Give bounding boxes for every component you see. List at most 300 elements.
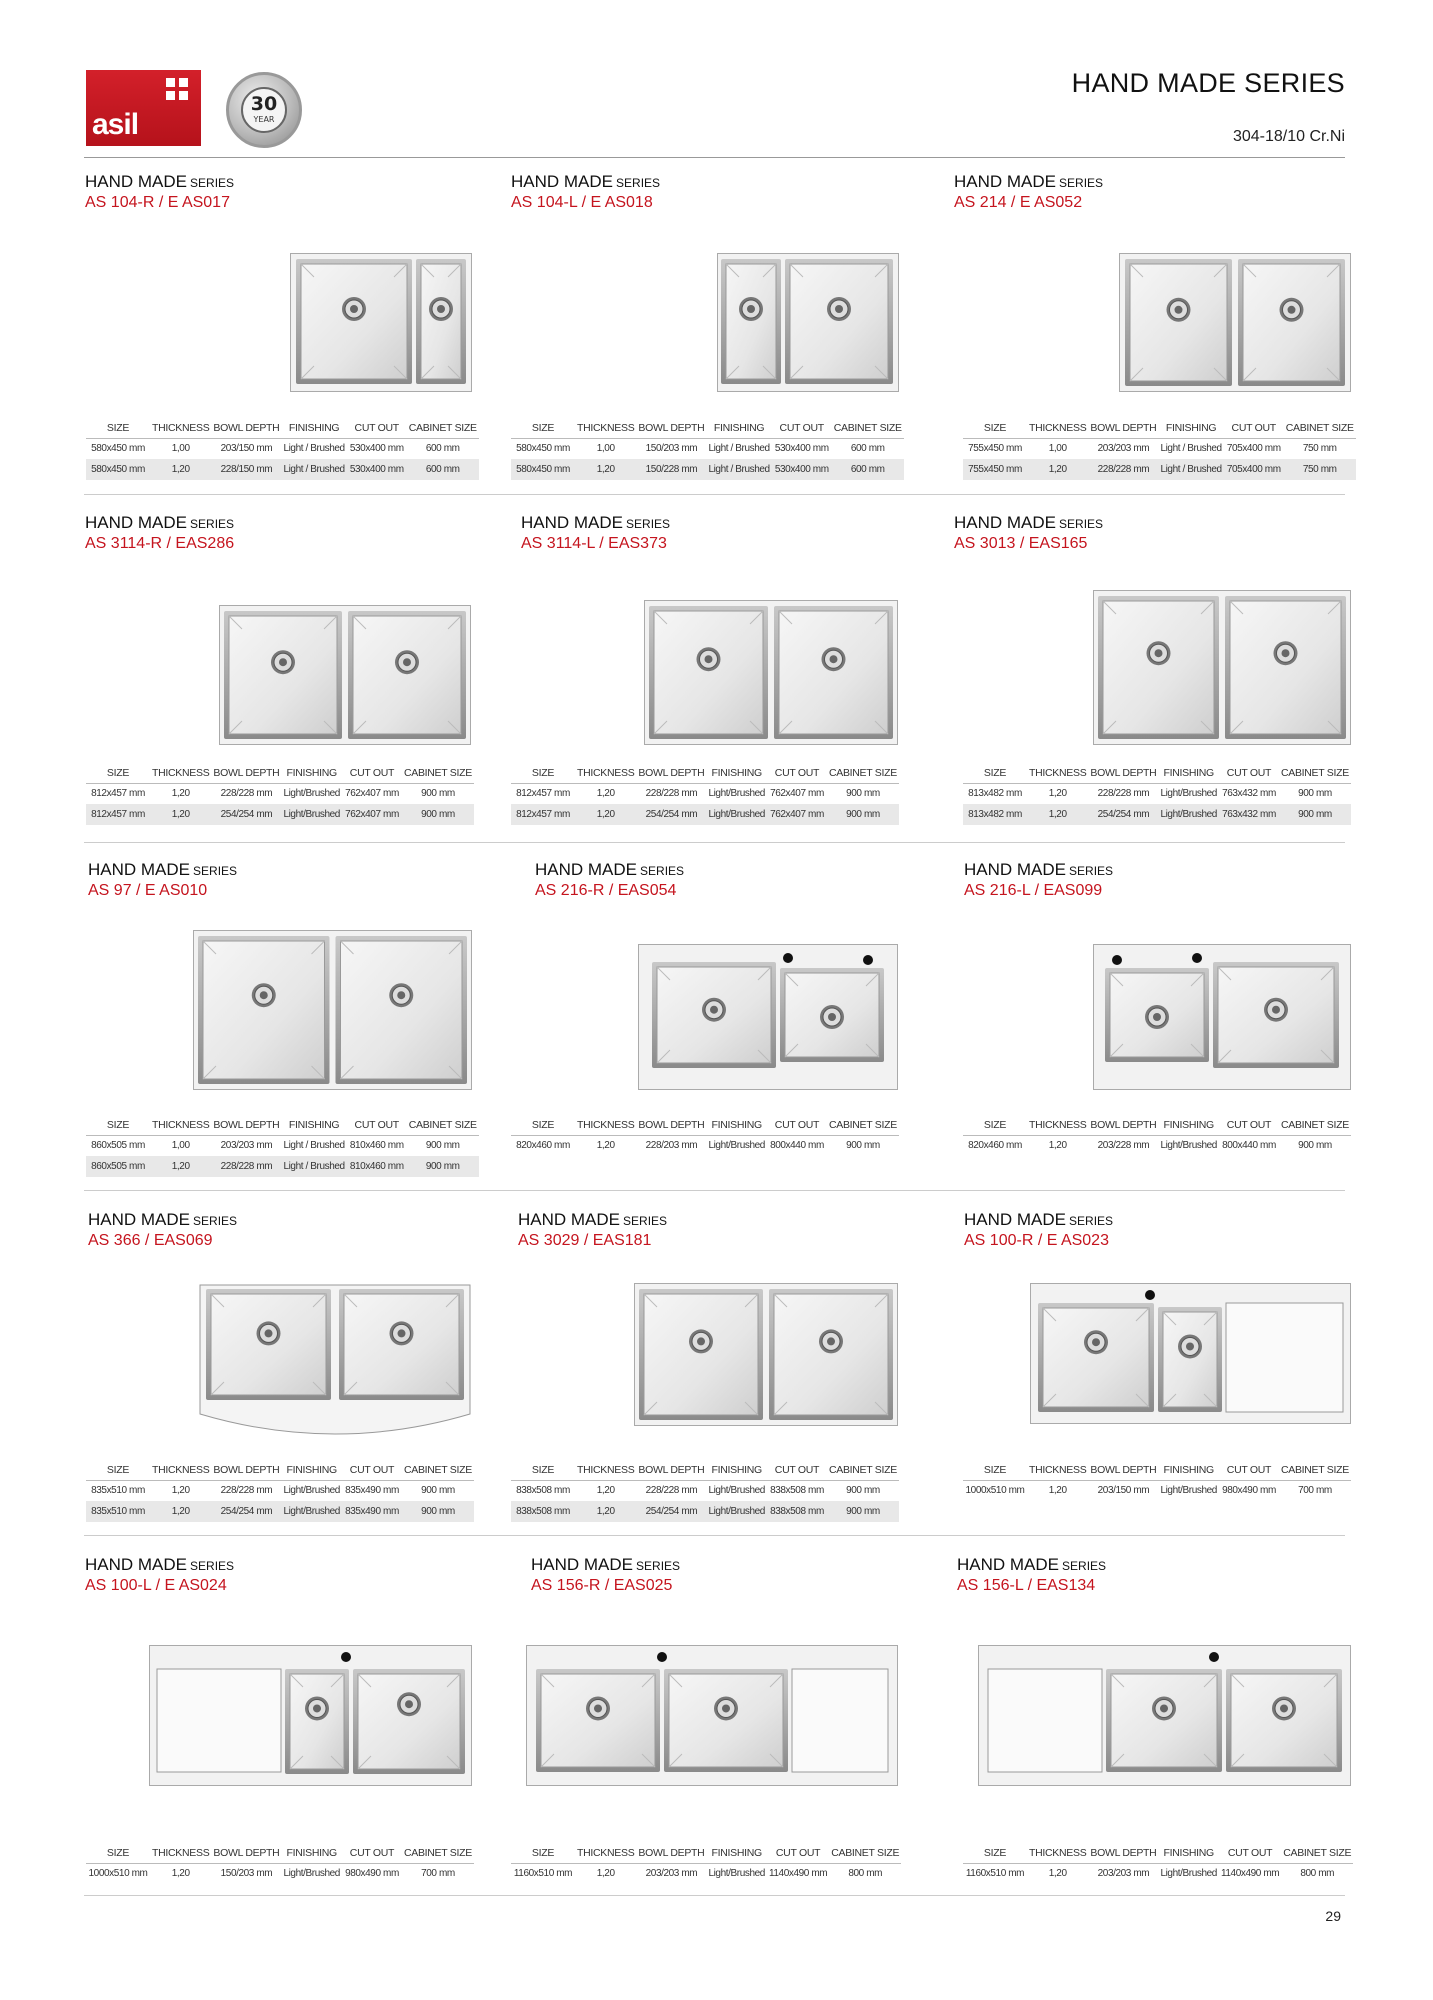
spec-cell: 900 mm (1298, 788, 1332, 800)
spec-cell: 254/254 mm (636, 1501, 706, 1522)
column-header: CABINET SIZE (829, 1843, 901, 1863)
series-name: HAND MADE (535, 860, 638, 879)
column-header: THICKNESS (1027, 418, 1088, 438)
column-header: BOWL DEPTH (1088, 418, 1158, 438)
column-header: SIZE (86, 1843, 150, 1863)
spec-cell: 254/254 mm (1088, 804, 1158, 825)
sink-image (1119, 253, 1351, 392)
spec-cell: 530x400 mm (772, 459, 832, 480)
spec-cell: Light/Brushed (708, 1140, 765, 1152)
spec-cell: 750 mm (1284, 459, 1356, 480)
product-header (518, 1210, 667, 1250)
spec-cell: 860x505 mm (86, 1156, 150, 1177)
spec-cell: Light / Brushed (706, 459, 771, 480)
series-label (85, 172, 234, 192)
series-name: HAND MADE (957, 1555, 1060, 1574)
spec-cell: 900 mm (827, 1501, 899, 1522)
spec-cell: 900 mm (1298, 1140, 1332, 1152)
tap-hole-icon (1192, 953, 1202, 963)
spec-cell: 530x400 mm (774, 443, 829, 455)
row-divider (84, 1895, 1345, 1896)
spec-cell: 580x450 mm (516, 443, 570, 455)
sink-bowl (785, 259, 893, 384)
drainboard (1226, 1303, 1343, 1412)
column-header: SIZE (511, 418, 575, 438)
spec-cell: 810x460 mm (349, 1140, 404, 1152)
column-header: SIZE (511, 1460, 575, 1480)
spec-table (963, 418, 1356, 480)
spec-cell: 755x450 mm (963, 459, 1027, 480)
product-header (957, 1555, 1106, 1595)
column-header: BOWL DEPTH (636, 418, 706, 438)
sink-drawing (644, 600, 898, 745)
series-label (964, 1210, 1113, 1230)
spec-cell: 1,20 (575, 804, 636, 825)
sink-bowl (416, 259, 466, 384)
product-code: AS 3114-R / EAS286 (85, 535, 235, 552)
drain-icon (271, 650, 295, 674)
drain-icon (390, 1321, 414, 1345)
column-header: CUT OUT (1219, 1843, 1281, 1863)
spec-cell: 1,20 (596, 1868, 615, 1880)
spec-table (86, 1115, 479, 1177)
spec-cell: 810x460 mm (347, 1156, 407, 1177)
column-header: THICKNESS (1027, 1460, 1088, 1480)
warranty-badge (226, 72, 302, 148)
sink-drawing (1030, 1283, 1351, 1424)
spec-row (963, 1863, 1353, 1884)
spec-header-row (963, 1843, 1353, 1863)
column-header: SIZE (511, 1843, 575, 1863)
spec-cell: 750 mm (1302, 443, 1337, 455)
spec-cell: 254/254 mm (636, 804, 706, 825)
spec-cell: 600 mm (832, 459, 904, 480)
spec-cell: 203/203 mm (645, 1868, 698, 1880)
sink-bowl (348, 611, 466, 739)
spec-cell: Light/Brushed (1160, 1485, 1217, 1497)
spec-cell: 203/203 mm (1097, 1868, 1150, 1880)
tap-hole-icon (1112, 955, 1122, 965)
spec-cell: 228/228 mm (645, 788, 698, 800)
spec-row (511, 1480, 899, 1501)
spec-cell: 800 mm (1300, 1868, 1335, 1880)
spec-cell: 203/228 mm (1097, 1140, 1150, 1152)
spec-cell: Light/Brushed (281, 804, 342, 825)
spec-cell: Light/Brushed (1160, 1868, 1217, 1880)
column-header: FINISHING (1158, 763, 1219, 783)
row-divider (84, 1190, 1345, 1191)
spec-cell: 812x457 mm (86, 804, 150, 825)
drain-icon (1084, 1330, 1108, 1354)
column-header: FINISHING (1158, 1843, 1219, 1863)
spec-cell: 900 mm (425, 1140, 460, 1152)
spec-cell: 580x450 mm (91, 443, 145, 455)
series-suffix: SERIES (626, 517, 671, 531)
spec-cell: 900 mm (402, 804, 474, 825)
spec-row (963, 804, 1351, 825)
spec-cell: Light / Brushed (1158, 459, 1223, 480)
drain-icon (1152, 1696, 1176, 1720)
spec-cell: 900 mm (827, 804, 899, 825)
spec-cell: 1,20 (150, 1501, 211, 1522)
drain-icon (1167, 298, 1191, 322)
product-header (531, 1555, 680, 1595)
spec-cell: 1140x490 mm (768, 1868, 828, 1880)
page-number: 29 (1325, 1908, 1341, 1924)
column-header: BOWL DEPTH (636, 1115, 706, 1135)
spec-row (963, 438, 1356, 459)
spec-cell: Light/Brushed (1160, 1140, 1217, 1152)
spec-row (511, 783, 899, 804)
spec-cell: 228/228 mm (645, 1485, 698, 1497)
spec-header-row (86, 1843, 474, 1863)
series-name: HAND MADE (85, 1555, 188, 1574)
column-header: SIZE (511, 1115, 575, 1135)
spec-header-row (86, 763, 474, 783)
series-suffix: SERIES (616, 176, 661, 190)
column-header: CABINET SIZE (407, 1115, 479, 1135)
spec-cell: 1,20 (171, 1485, 190, 1497)
drain-icon (1147, 641, 1171, 665)
spec-cell: 203/203 mm (220, 1140, 273, 1152)
series-label (535, 860, 684, 880)
spec-header-row (963, 763, 1351, 783)
series-suffix: SERIES (193, 1214, 238, 1228)
spec-cell: 800x440 mm (770, 1140, 824, 1152)
column-header: BOWL DEPTH (211, 1843, 281, 1863)
spec-cell: 800x440 mm (1222, 1140, 1276, 1152)
spec-row (86, 1501, 474, 1522)
drain-icon (395, 650, 419, 674)
series-label (521, 513, 670, 533)
column-header: CUT OUT (342, 763, 402, 783)
column-header: THICKNESS (575, 1843, 636, 1863)
sink-drawing (634, 1283, 898, 1426)
spec-cell: 1,20 (150, 459, 211, 480)
spec-cell: 1,20 (1048, 1485, 1067, 1497)
spec-cell: 228/228 mm (1088, 459, 1158, 480)
spec-header-row (511, 1460, 899, 1480)
spec-cell: 600 mm (407, 459, 479, 480)
column-header: BOWL DEPTH (1088, 1460, 1158, 1480)
spec-row (511, 1501, 899, 1522)
spec-cell: 1,00 (171, 1140, 190, 1152)
spec-cell: 838x508 mm (770, 1485, 824, 1497)
spec-cell: 530x400 mm (347, 459, 407, 480)
product-header (88, 1210, 237, 1250)
column-header: CABINET SIZE (1279, 763, 1351, 783)
column-header: BOWL DEPTH (636, 763, 706, 783)
spec-cell: 228/150 mm (211, 459, 281, 480)
spec-cell: 203/150 mm (1097, 1485, 1150, 1497)
column-header: FINISHING (706, 418, 771, 438)
spec-cell: Light / Brushed (281, 459, 346, 480)
sink-bowl (649, 606, 768, 739)
spec-cell: 838x508 mm (767, 1501, 827, 1522)
column-header: CABINET SIZE (1279, 1460, 1351, 1480)
drain-icon (305, 1696, 329, 1720)
series-label (518, 1210, 667, 1230)
product-header (85, 513, 234, 553)
spec-cell: 600 mm (425, 443, 460, 455)
column-header: THICKNESS (575, 1460, 636, 1480)
sink-bowl (1106, 1669, 1222, 1772)
spec-header-row (511, 1843, 901, 1863)
sink-image (644, 600, 898, 745)
column-header: SIZE (963, 1460, 1027, 1480)
product-code: AS 366 / EAS069 (88, 1232, 213, 1249)
column-header: SIZE (963, 1843, 1027, 1863)
tap-hole-icon (863, 955, 873, 965)
series-name: HAND MADE (85, 172, 188, 191)
column-header: CUT OUT (767, 1115, 827, 1135)
page-title: HAND MADE SERIES (1071, 68, 1345, 98)
logo-square (166, 78, 175, 87)
spec-cell: 254/254 mm (211, 804, 281, 825)
material-spec: 304-18/10 Cr.Ni (1232, 128, 1345, 145)
spec-cell: 762x407 mm (767, 804, 827, 825)
brand-name: asil (92, 108, 139, 141)
tap-hole-icon (657, 1652, 667, 1662)
series-suffix: SERIES (1062, 1559, 1107, 1573)
spec-cell: 835x490 mm (342, 1501, 402, 1522)
spec-cell: 1160x510 mm (513, 1868, 573, 1880)
column-header: SIZE (86, 418, 150, 438)
spec-cell: Light/Brushed (281, 1501, 342, 1522)
spec-cell: 1,00 (596, 443, 615, 455)
series-suffix: SERIES (1059, 517, 1104, 531)
drainboard (792, 1669, 888, 1772)
spec-row (963, 783, 1351, 804)
column-header: CUT OUT (342, 1460, 402, 1480)
spec-row (86, 438, 479, 459)
spec-cell: 705x400 mm (1224, 459, 1284, 480)
drain-icon (1178, 1334, 1202, 1358)
column-header: THICKNESS (575, 1115, 636, 1135)
sink-image (1030, 1283, 1351, 1424)
product-header (521, 513, 670, 553)
column-header: CABINET SIZE (402, 1843, 474, 1863)
column-header: FINISHING (706, 1843, 767, 1863)
drain-icon (822, 647, 846, 671)
series-name: HAND MADE (964, 1210, 1067, 1229)
spec-cell: Light / Brushed (283, 1140, 345, 1152)
sink-drawing (717, 253, 899, 392)
column-header: BOWL DEPTH (211, 418, 281, 438)
column-header: BOWL DEPTH (636, 1460, 706, 1480)
sink-bowl (1158, 1307, 1222, 1412)
drain-icon (819, 1329, 843, 1353)
spec-cell: 1000x510 mm (88, 1868, 148, 1880)
series-label (88, 860, 237, 880)
spec-cell: 254/254 mm (211, 1501, 281, 1522)
spec-row (86, 1156, 479, 1177)
series-suffix: SERIES (190, 1559, 235, 1573)
sink-drawing (1119, 253, 1351, 392)
spec-cell: Light/Brushed (706, 1501, 767, 1522)
sink-drawing (638, 944, 898, 1090)
column-header: CUT OUT (1224, 418, 1284, 438)
drain-icon (389, 983, 413, 1007)
drain-icon (1274, 641, 1298, 665)
product-header (88, 860, 237, 900)
spec-cell: 900 mm (846, 1140, 880, 1152)
series-name: HAND MADE (85, 513, 188, 532)
spec-cell: 203/203 mm (1097, 443, 1150, 455)
spec-table (511, 763, 899, 825)
spec-table (511, 1460, 899, 1522)
sink-drawing (290, 253, 472, 392)
spec-cell: 835x510 mm (91, 1485, 145, 1497)
spec-cell: 838x508 mm (516, 1485, 570, 1497)
spec-cell: Light/Brushed (706, 804, 767, 825)
column-header: THICKNESS (150, 1843, 211, 1863)
column-header: THICKNESS (1027, 1115, 1088, 1135)
sink-bowl (536, 1669, 660, 1772)
product-code: AS 3029 / EAS181 (518, 1232, 652, 1249)
drain-icon (1145, 1005, 1169, 1029)
column-header: CABINET SIZE (1284, 418, 1356, 438)
spec-cell: 150/228 mm (636, 459, 706, 480)
product-code: AS 104-R / E AS017 (85, 194, 230, 211)
series-name: HAND MADE (88, 860, 191, 879)
product-header (964, 1210, 1113, 1250)
spec-cell: 1,20 (1027, 804, 1088, 825)
spec-cell: Light/Brushed (283, 788, 340, 800)
series-name: HAND MADE (954, 513, 1057, 532)
sink-bowl (1038, 1303, 1154, 1412)
spec-table (86, 1460, 474, 1522)
spec-cell: 530x400 mm (349, 443, 404, 455)
column-header: THICKNESS (575, 418, 636, 438)
product-code: AS 214 / E AS052 (954, 194, 1083, 211)
tap-hole-icon (1209, 1652, 1219, 1662)
spec-row (963, 1480, 1351, 1501)
drain-icon (257, 1321, 281, 1345)
column-header: CABINET SIZE (1279, 1115, 1351, 1135)
spec-cell: 228/228 mm (211, 1156, 281, 1177)
drain-icon (1264, 998, 1288, 1022)
series-label (511, 172, 660, 192)
column-header: FINISHING (1158, 418, 1223, 438)
series-name: HAND MADE (954, 172, 1057, 191)
product-code: AS 100-R / E AS023 (964, 1232, 1109, 1249)
sink-bowl (285, 1669, 349, 1774)
spec-cell: 600 mm (850, 443, 885, 455)
spec-cell: 700 mm (421, 1868, 455, 1880)
drain-icon (1280, 298, 1304, 322)
sink-bowl (664, 1669, 788, 1772)
spec-cell: 1,00 (171, 443, 190, 455)
column-header: CABINET SIZE (827, 1460, 899, 1480)
sink-bowl (198, 936, 330, 1084)
spec-cell: 812x457 mm (91, 788, 145, 800)
column-header: CUT OUT (772, 418, 832, 438)
spec-cell: 980x490 mm (345, 1868, 399, 1880)
sink-image (634, 1283, 898, 1426)
product-code: AS 104-L / E AS018 (511, 194, 653, 211)
spec-cell: 228/228 mm (220, 1485, 273, 1497)
spec-cell: 1140x490 mm (1220, 1868, 1280, 1880)
spec-row (511, 804, 899, 825)
spec-cell: 835x490 mm (345, 1485, 399, 1497)
series-suffix: SERIES (190, 176, 235, 190)
column-header: FINISHING (706, 1115, 767, 1135)
column-header: BOWL DEPTH (1088, 1843, 1158, 1863)
spec-cell: 800 mm (848, 1868, 883, 1880)
product-code: AS 97 / E AS010 (88, 882, 208, 899)
column-header: CUT OUT (1219, 1115, 1279, 1135)
spec-header-row (86, 1115, 479, 1135)
spec-table (86, 418, 479, 480)
spec-row (86, 1135, 479, 1156)
spec-table (86, 1843, 474, 1884)
series-name: HAND MADE (511, 172, 614, 191)
spec-cell: 900 mm (846, 1485, 880, 1497)
spec-cell: 835x510 mm (86, 1501, 150, 1522)
column-header: FINISHING (281, 1460, 342, 1480)
series-name: HAND MADE (531, 1555, 634, 1574)
spec-cell: 1,20 (1048, 788, 1067, 800)
spec-cell: 762x407 mm (342, 804, 402, 825)
spec-row (511, 438, 904, 459)
column-header: CABINET SIZE (827, 1115, 899, 1135)
spec-cell: 900 mm (421, 1485, 455, 1497)
column-header: BOWL DEPTH (211, 1460, 281, 1480)
spec-cell: 820x460 mm (516, 1140, 570, 1152)
spec-cell: 150/203 mm (645, 443, 698, 455)
column-header: SIZE (511, 763, 575, 783)
spec-cell: 150/203 mm (220, 1868, 273, 1880)
spec-cell: 700 mm (1298, 1485, 1332, 1497)
sink-drawing (1093, 590, 1351, 745)
drainboard (157, 1669, 281, 1772)
spec-cell: 1000x510 mm (965, 1485, 1025, 1497)
tap-hole-icon (341, 1652, 351, 1662)
spec-header-row (963, 418, 1356, 438)
product-header (511, 172, 660, 212)
spec-cell: Light/Brushed (708, 788, 765, 800)
sink-drawing (193, 930, 472, 1090)
spec-cell: 900 mm (421, 788, 455, 800)
spec-cell: 580x450 mm (86, 459, 150, 480)
spec-cell: 1,20 (596, 1140, 615, 1152)
spec-cell: Light / Brushed (283, 443, 345, 455)
column-header: FINISHING (281, 1843, 342, 1863)
sink-image (638, 944, 898, 1090)
spec-row (963, 459, 1356, 480)
spec-cell: 203/150 mm (220, 443, 273, 455)
spec-cell: 228/203 mm (645, 1140, 698, 1152)
spec-cell: Light/Brushed (1160, 788, 1217, 800)
column-header: BOWL DEPTH (211, 1115, 281, 1135)
spec-cell: Light/Brushed (708, 1868, 765, 1880)
column-header: CABINET SIZE (407, 418, 479, 438)
spec-cell: 812x457 mm (511, 804, 575, 825)
column-header: FINISHING (281, 418, 346, 438)
spec-cell: 900 mm (846, 788, 880, 800)
drain-icon (702, 998, 726, 1022)
sink-drawing (978, 1645, 1351, 1786)
column-header: FINISHING (281, 1115, 346, 1135)
product-code: AS 3013 / EAS165 (954, 535, 1088, 552)
drain-icon (397, 1692, 421, 1716)
spec-cell: 755x450 mm (968, 443, 1022, 455)
column-header: FINISHING (706, 1460, 767, 1480)
series-label (954, 513, 1103, 533)
spec-cell: 1,20 (575, 1501, 636, 1522)
spec-cell: 1,20 (596, 1485, 615, 1497)
